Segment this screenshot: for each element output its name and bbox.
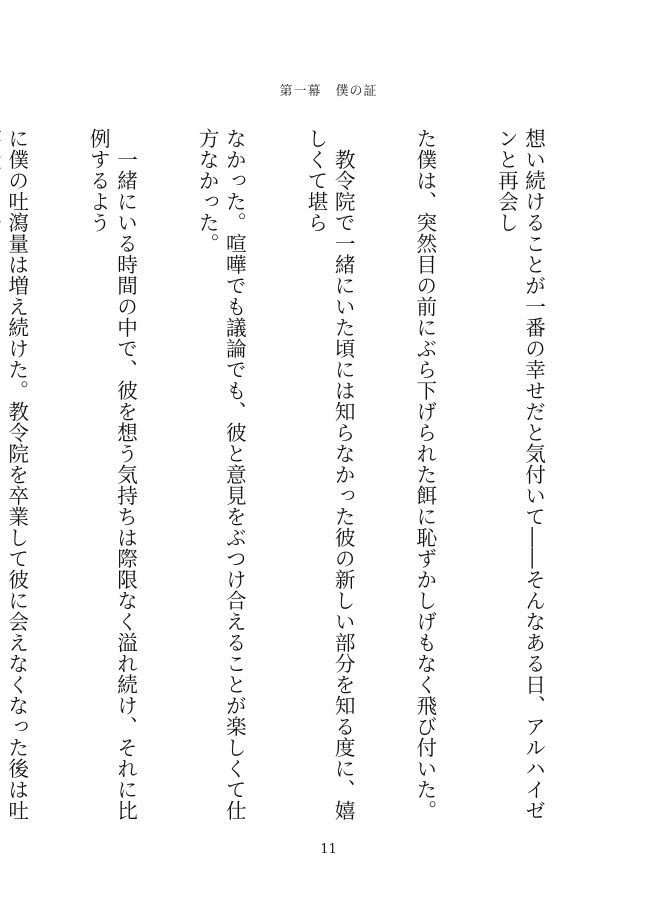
text-line: 教令院で一緒にいた頃には知らなかった彼の新しい部分を知る度に、嬉しくて堪ら (303, 128, 356, 821)
text-line: 想い続けることが一番の幸せだと気付いて――そんなある日、アルハイゼンと再会し (494, 128, 546, 821)
text-line: た僕は、突然目の前にぶら下げられた餌に恥ずかしげもなく飛び付いた。 (412, 128, 437, 821)
running-title: 第一幕 僕の証 (279, 84, 378, 99)
text-line: 一緒にいる時間の中で、彼を想う気持ちは際限なく溢れ続け、それに比例するよう (86, 128, 138, 821)
text-line: なかった。喧嘩でも議論でも、彼と意見をぶつけ合えることが楽しくて仕方なかった。 (195, 128, 247, 821)
page-number: 11 (320, 842, 337, 857)
text-line: に僕の吐瀉量は増え続けた。教令院を卒業して彼に会えなくなった後は吐 (4, 128, 29, 821)
vertical-body-text (0, 128, 601, 828)
